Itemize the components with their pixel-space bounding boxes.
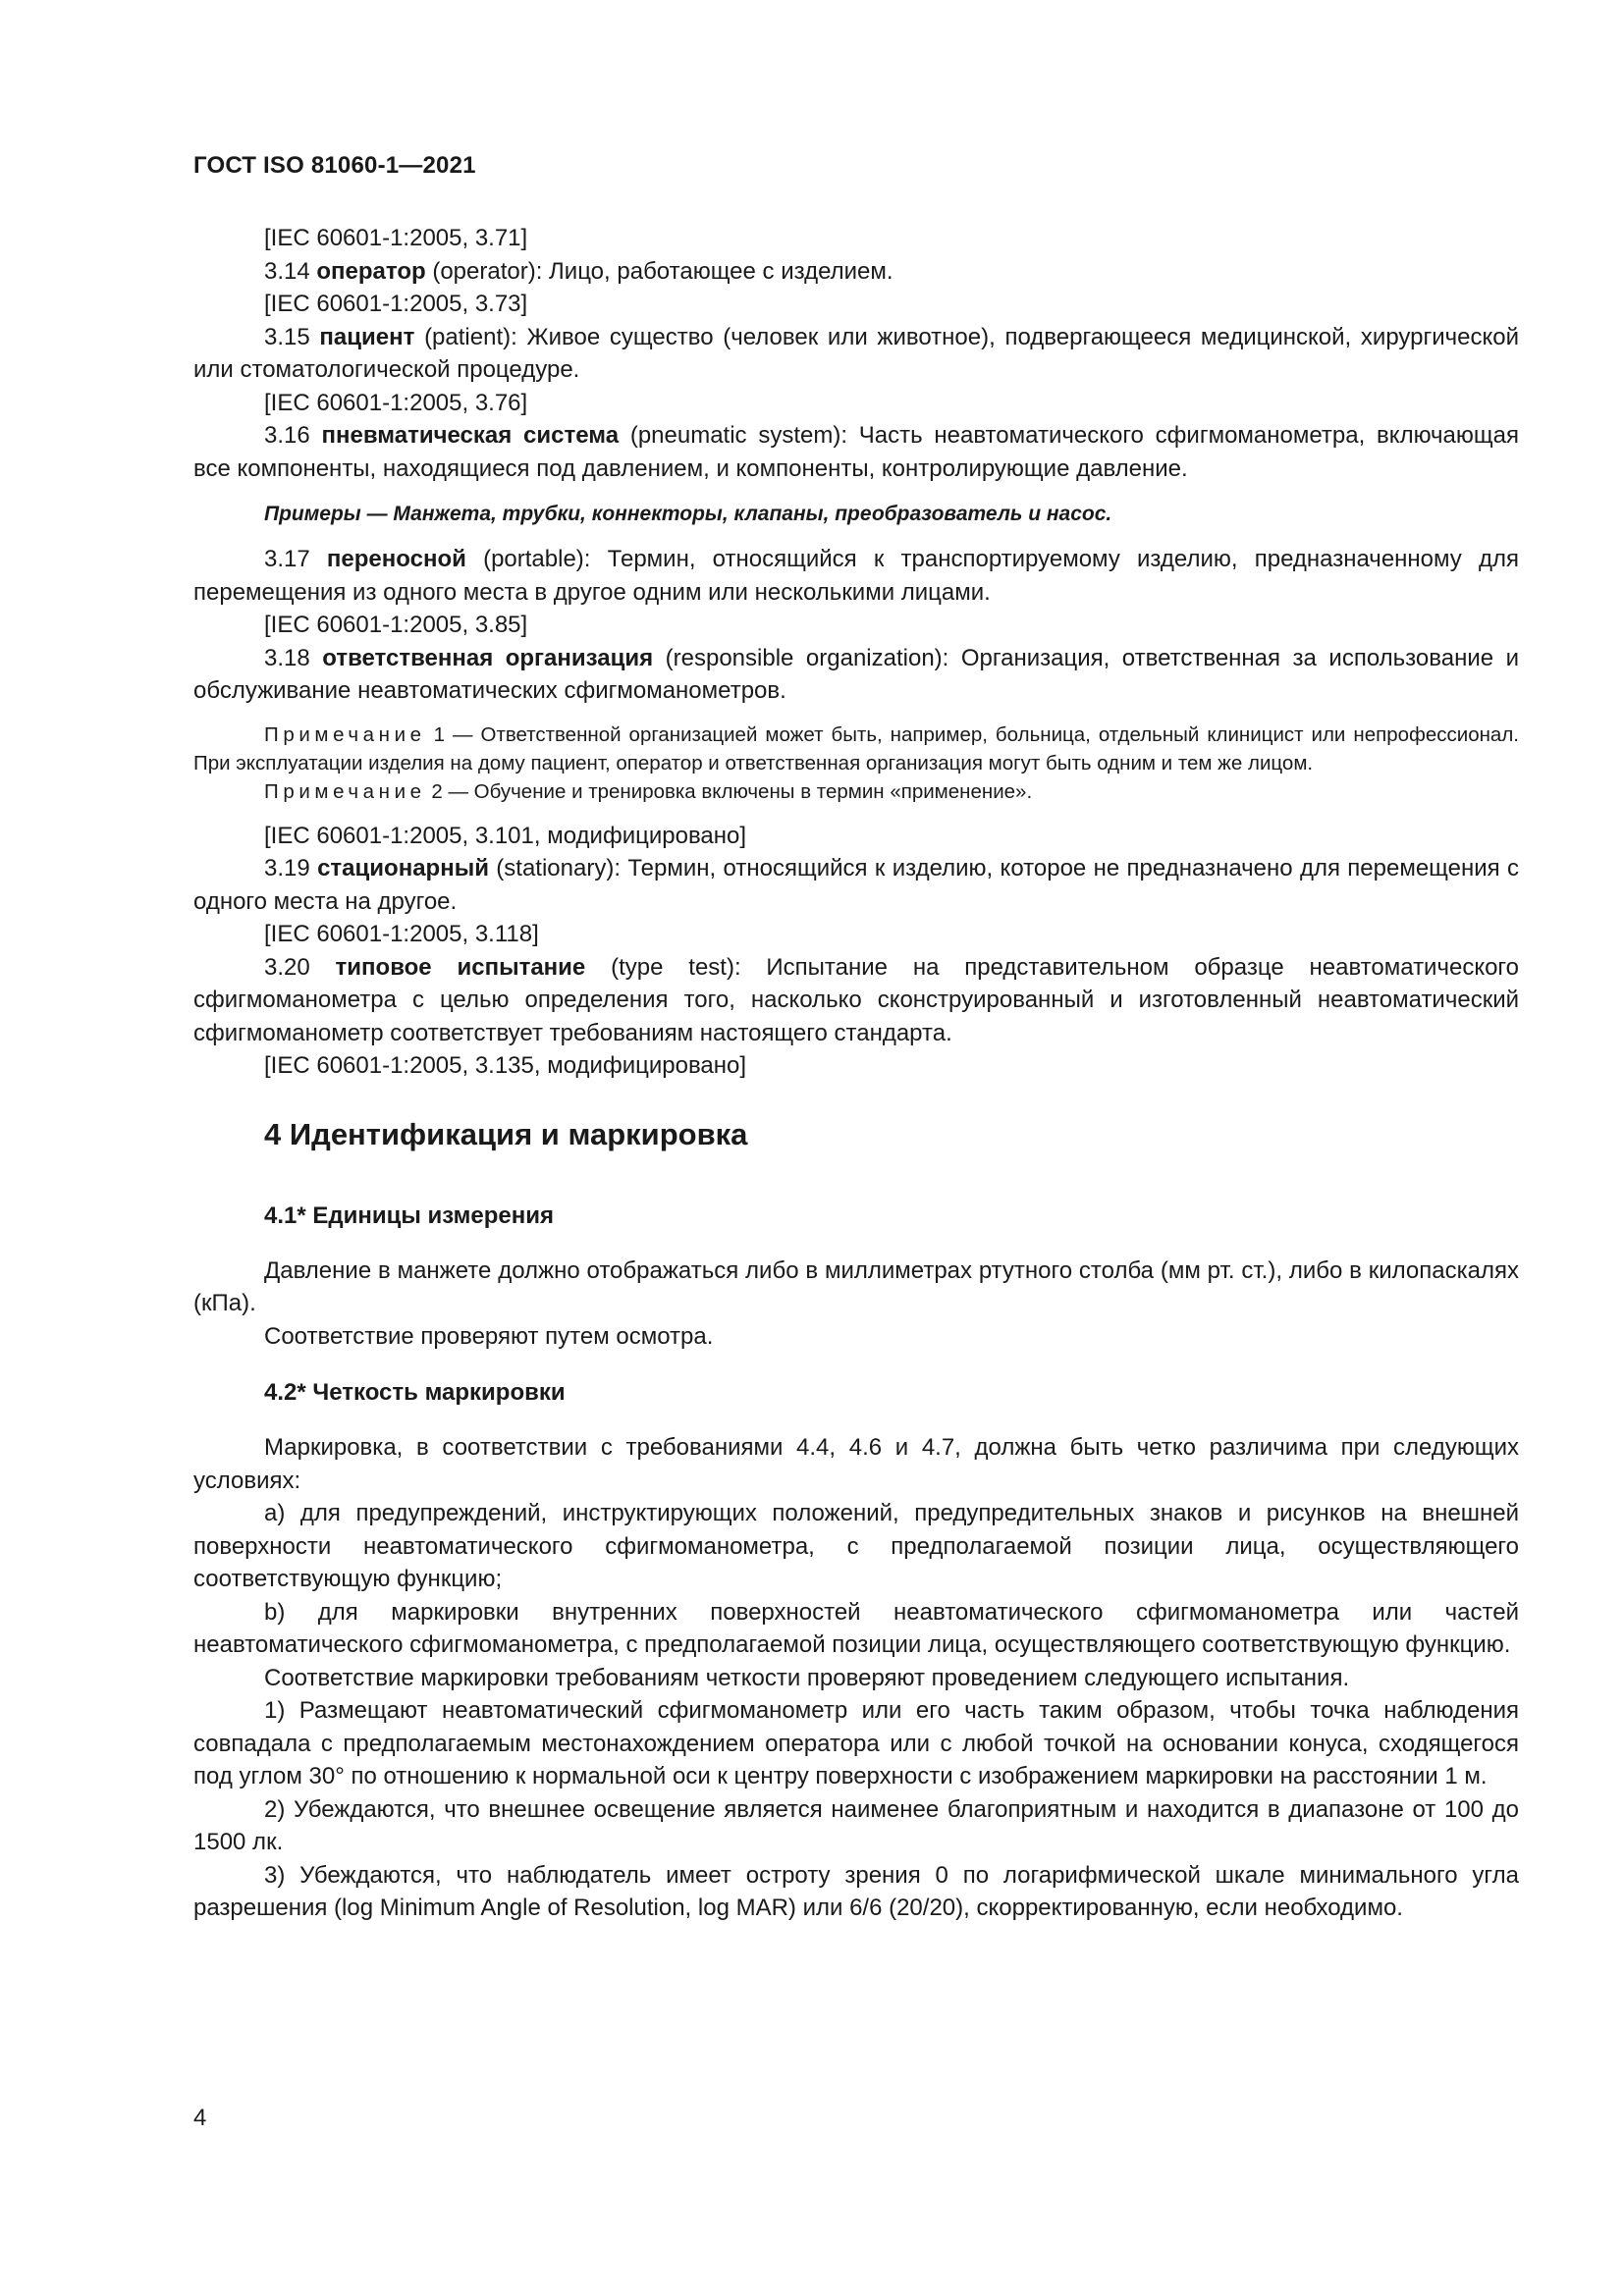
section-4-1-title: 4.1* Единицы измерения xyxy=(264,1201,554,1229)
note-1 xyxy=(193,721,1519,777)
section-4-2-item-a: a) для предупреждений, инструктирующих положений, предупредительных знаков и рисунков на внешней поверхности неавтоматического сфигмоманометра, с предполагаемой позиции лица, осуществляющего соответствующую функцию; xyxy=(193,1500,1519,1592)
section-4-2-compliance: Соответствие маркировки требованиям четкости проверяют проведением следующего испытания. xyxy=(264,1664,1350,1691)
term-number: 3.16 xyxy=(264,422,310,449)
term-definition: (portable): Термин, относящийся к транспортируемому изделию, предназначенному для перемещения из одного места в другое одним или несколькими лицами. xyxy=(193,546,1519,606)
section-4-2-paragraph: Маркировка, в соответствии с требованиями 4.4, 4.6 и 4.7, должна быть четко различима при следующих условиях: xyxy=(193,1434,1519,1494)
term-name: типовое испытание xyxy=(335,953,586,981)
term-name: стационарный xyxy=(317,855,489,881)
reference-3-85: [IEC 60601-1:2005, 3.85] xyxy=(264,612,528,638)
section-4-2-step-3: 3) Убеждаются, что наблюдатель имеет остроту зрения 0 по логарифмической шкале минимального угла разрешения (log Minimum Angle of Resolution, log MAR) или 6/6 (20/20), скорректированную, если необходимо. xyxy=(193,1861,1519,1921)
term-name: ответственная организация xyxy=(322,644,654,671)
term-name: переносной xyxy=(326,546,466,572)
reference-3-135: [IEC 60601-1:2005, 3.135, модифицировано] xyxy=(264,1052,747,1079)
page-header: ГОСТ ISO 81060-1—2021 xyxy=(193,152,476,179)
page-number: 4 xyxy=(193,2105,207,2131)
note-text: 2 — Обучение и тренировка включены в термин «применение». xyxy=(425,779,1033,803)
reference-3-101: [IEC 60601-1:2005, 3.101, модифицировано] xyxy=(264,822,747,849)
term-3-20 xyxy=(193,951,1519,1050)
term-number: 3.20 xyxy=(264,953,310,981)
term-number: 3.15 xyxy=(264,323,310,350)
term-number: 3.19 xyxy=(264,855,310,881)
term-name: пациент xyxy=(319,323,415,350)
section-4-2-title: 4.2* Четкость маркировки xyxy=(264,1379,566,1406)
term-number: 3.18 xyxy=(264,644,310,671)
section-4-2-step-2: 2) Убеждаются, что внешнее освещение является наименее благоприятным и находится в диапазоне от 100 до 1500 лк. xyxy=(193,1795,1519,1855)
term-3-16-example: Примеры — Манжета, трубки, коннекторы, клапаны, преобразователь и насос. xyxy=(264,503,1112,525)
term-name: пневматическая система xyxy=(321,422,620,449)
section-4-2-step-1: 1) Размещают неавтоматический сфигмоманометр или его часть таким образом, чтобы точка наблюдения совпадала с предполагаемым местонахождением оператора или с любой точкой на основании конуса, сходящегося под углом 30° по отношению к нормальной оси к центру поверхности с изображением маркировки на расстоянии 1 м. xyxy=(193,1697,1519,1789)
reference-3-118: [IEC 60601-1:2005, 3.118] xyxy=(264,921,539,947)
term-3-17 xyxy=(193,543,1519,609)
term-3-18 xyxy=(193,642,1519,708)
note-label: Примечание xyxy=(264,779,426,803)
section-4-1-paragraph: Давление в манжете должно отображаться либо в миллиметрах ртутного столба (мм рт. ст.), либо в килопаскалях (кПа). xyxy=(193,1256,1519,1316)
note-2 xyxy=(193,777,1519,806)
term-definition: (responsible organization): Организация, ответственная за использование и обслуживание неавтоматических сфигмоманометров. xyxy=(193,644,1520,704)
page-content xyxy=(193,222,1519,1925)
term-number: 3.17 xyxy=(264,546,310,572)
term-number: 3.14 xyxy=(264,257,310,285)
note-text: 1 — Ответственной организацией может быть, например, больница, отдельный клиницист или непрофессионал. При эксплуатации изделия на дому пациент, оператор и ответственная организация могут быть одним и тем же лицом. xyxy=(193,722,1519,774)
term-definition: (stationary): Термин, относящийся к изделию, которое не предназначено для перемещения с одного места на другое. xyxy=(193,855,1520,915)
section-4-1-compliance: Соответствие проверяют путем осмотра. xyxy=(264,1322,714,1350)
term-definition: (pneumatic system): Часть неавтоматического сфигмоманометра, включающая все компоненты, находящиеся под давлением, и компоненты, контролирующие давление. xyxy=(193,422,1519,482)
term-name: оператор xyxy=(316,257,426,285)
reference-3-71: [IEC 60601-1:2005, 3.71] xyxy=(264,225,528,251)
term-3-14 xyxy=(193,255,1519,289)
reference-3-76: [IEC 60601-1:2005, 3.76] xyxy=(264,389,528,416)
term-definition: (operator): Лицо, работающее с изделием. xyxy=(425,257,893,285)
reference-3-73: [IEC 60601-1:2005, 3.73] xyxy=(264,291,528,317)
term-definition: (patient): Живое существо (человек или животное), подвергающееся медицинской, хирургической или стоматологической процедуре. xyxy=(193,323,1520,383)
note-label: Примечание xyxy=(264,722,426,746)
section-4-2-item-b: b) для маркировки внутренних поверхностей неавтоматического сфигмоманометра или частей неавтоматического сфигмоманометра, с предполагаемой позиции лица, осуществляющего соответствующую функцию. xyxy=(193,1598,1519,1658)
term-3-19 xyxy=(193,852,1519,918)
section-4-title: 4 Идентификация и маркировка xyxy=(264,1116,748,1151)
term-definition: (type test): Испытание на представительном образце неавтоматического сфигмоманометра с целью определения того, насколько сконструированный и изготовленный неавтоматический сфигмоманометр соответствует требованиям настоящего стандарта. xyxy=(193,953,1520,1046)
term-3-15 xyxy=(193,321,1519,387)
term-3-16 xyxy=(193,419,1519,485)
